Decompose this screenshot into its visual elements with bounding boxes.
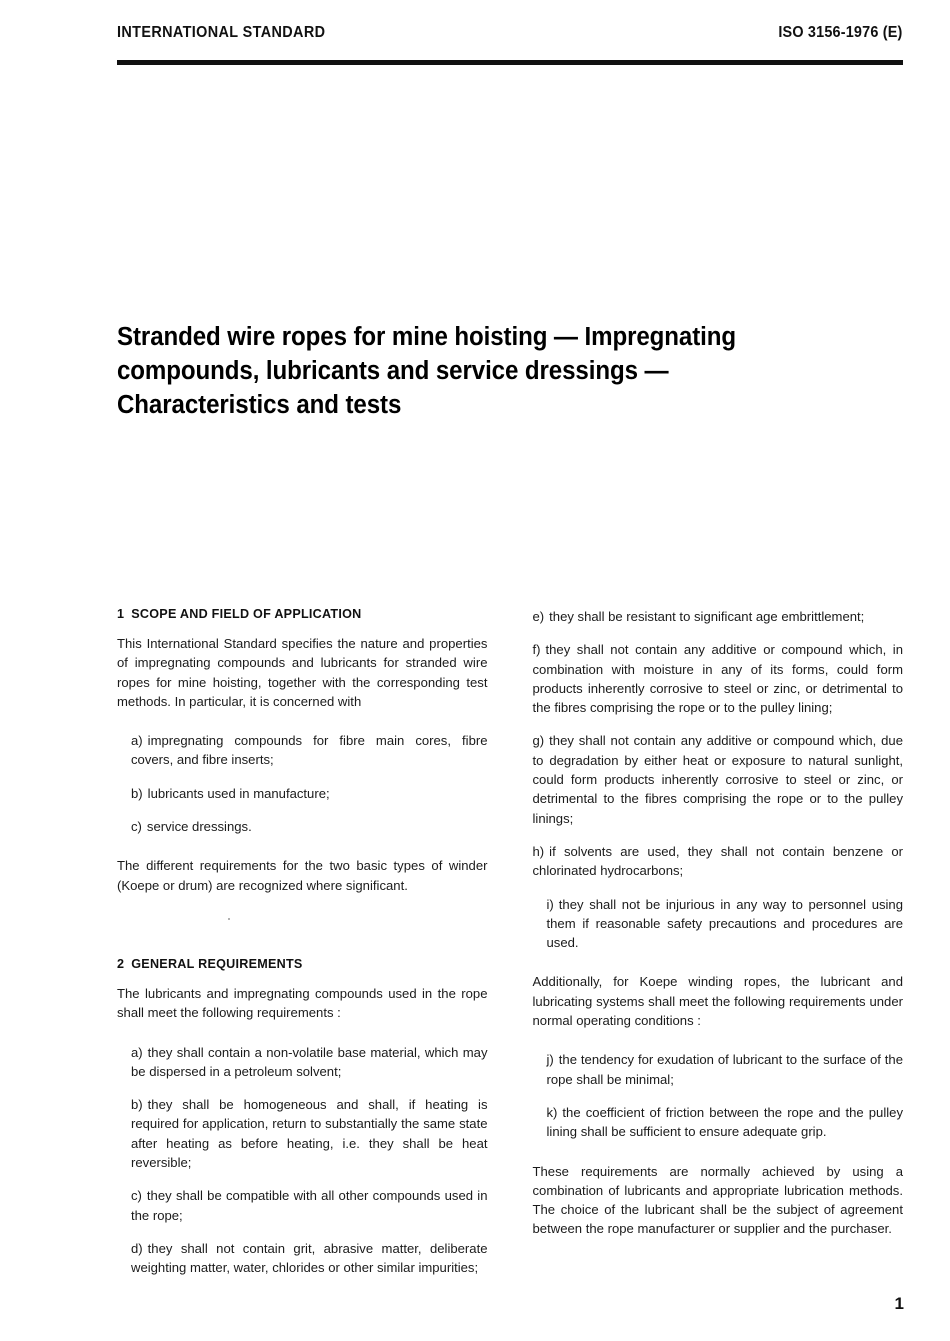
list-item-marker: f) [532,642,541,658]
list-item-text: they shall contain a non-volatile base material, which may be dispersed in a petroleum solvent; [131,1044,488,1079]
list-item-marker: h) [532,843,545,859]
list-item [533,640,904,717]
list-item [117,1043,488,1082]
list-item-marker: c) [131,819,142,835]
list-item-text: they shall not contain any additive or compound which, in combination with moisture in any of its forms, could form products inherently corrosive to steel or zinc, or detrimental to the fibres comprising the rope or to the pulley lining; [532,642,903,716]
list-item-text: they shall not contain grit, abrasive matter, deliberate weighting matter, water, chlorides or other similar impurities; [131,1240,488,1276]
list-item [533,1103,904,1142]
list-item-text: impregnating compounds for fibre main cores, fibre covers, and fibre inserts; [131,733,488,768]
list-item-text: if solvents are used, they shall not contain benzene or chlorinated hydrocarbons; [532,843,903,879]
list-item [533,895,904,953]
list-item-text: they shall not contain any additive or compound which, due to degradation by either heat or exposure to natural sunlight, could form products inherently corrosive to steel or zinc, or detrimental to the fibres comprising the rope or to the pulley linings; [532,733,903,826]
section-heading-scope [117,607,488,621]
right-column [533,607,904,1292]
list-item-marker: j) [546,1052,554,1068]
list-item-marker: b) [131,785,143,801]
list-item-text: lubricants used in manufacture; [147,785,330,801]
list-item-text: they shall be resistant to significant age embrittlement; [549,609,865,624]
list-item-text: they shall be homogeneous and shall, if heating is required for application, return to substantially the same state after heating as before heating, i.e. they shall be heat reversible; [131,1097,488,1171]
general-intro-paragraph: The lubricants and impregnating compounds used in the rope shall meet the following requirements : [117,985,488,1021]
list-item-marker: a) [131,1044,143,1060]
page-header [117,24,903,42]
spacer [117,909,488,957]
list-item-text: they shall not be injurious in any way to personnel using them if reasonable safety precautions and procedures are used. [546,896,903,951]
header-standard-number: ISO 3156-1976 (E) [778,24,903,41]
scope-intro-paragraph: This International Standard specifies the nature and properties of impregnating compounds and lubricants for stranded wire ropes for mine hoisting, together with the corresponding test methods. In particular, it is concerned with [117,636,488,709]
list-item-marker: g) [532,733,545,749]
list-item-marker: c) [131,1188,142,1204]
list-item-text: the coefficient of friction between the rope and the pulley lining shall be sufficient to ensure adequate grip. [546,1104,903,1140]
section-number-1: 1 [117,607,125,621]
left-column [117,607,488,1292]
list-item [533,1050,904,1089]
list-item [117,1186,488,1225]
header-standard-label: INTERNATIONAL STANDARD [117,24,326,41]
list-item [117,1239,488,1278]
list-item [533,842,904,881]
koepe-intro-paragraph: Additionally, for Koepe winding ropes, the lubricant and lubricating systems shall meet the following requirements under normal operating conditions : [532,974,903,1029]
list-item-marker: d) [131,1240,143,1256]
list-item-marker: i) [546,896,554,912]
list-item [533,607,904,626]
page-title: Stranded wire ropes for mine hoisting — Impregnating compounds, lubricants and service dressings — Characteristics and tests [117,323,737,420]
list-item-marker: k) [546,1104,558,1120]
list-item [117,784,488,803]
page-number: 1 [894,1294,904,1313]
section-number-2: 2 [117,956,125,971]
list-item [533,731,904,827]
section-title-2: GENERAL REQUIREMENTS [131,956,303,971]
section-title-1: SCOPE AND FIELD OF APPLICATION [131,607,362,621]
closing-paragraph: These requirements are normally achieved by using a combination of lubricants and appropriate lubrication methods. The choice of the lubricant shall be the subject of agreement between the rope manufacturer or supplier and the purchaser. [532,1163,903,1237]
list-item [117,731,488,770]
list-item-marker: e) [532,609,545,624]
list-item-marker: a) [131,733,143,749]
list-item-text: service dressings. [146,819,252,835]
section-heading-general-requirements [117,957,488,971]
list-item [117,1095,488,1172]
list-item-text: they shall be compatible with all other compounds used in the rope; [131,1188,488,1223]
scope-closing-paragraph: The different requirements for the two basic types of winder (Koepe or drum) are recognized where significant. [117,858,488,893]
list-item-text: the tendency for exudation of lubricant to the surface of the rope shall be minimal; [546,1052,903,1087]
list-item [117,817,488,836]
header-divider-rule [117,60,903,65]
two-column-body [117,607,903,1292]
list-item-marker: b) [131,1097,143,1113]
